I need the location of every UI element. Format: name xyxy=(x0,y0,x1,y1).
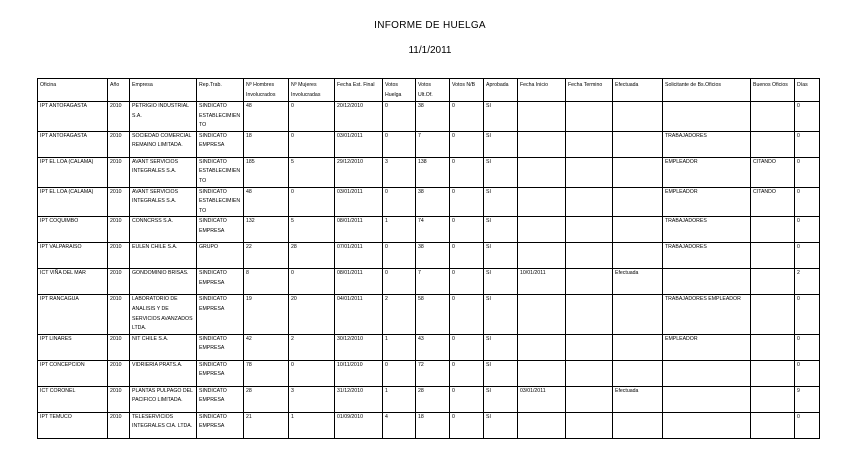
table-cell: 2010 xyxy=(108,131,130,157)
table-cell xyxy=(613,334,663,360)
table-cell: 7 xyxy=(416,269,450,295)
table-cell: 0 xyxy=(450,360,484,386)
table-cell xyxy=(566,217,613,243)
table-cell: CITANDO xyxy=(751,187,795,217)
table-row xyxy=(38,131,820,157)
table-cell: 0 xyxy=(383,360,416,386)
table-cell: 0 xyxy=(450,217,484,243)
table-cell xyxy=(751,334,795,360)
strike-report-table xyxy=(37,78,820,439)
table-cell: 5 xyxy=(289,217,335,243)
table-row xyxy=(38,102,820,132)
table-cell: SINDICATO ESTABLECIMIENTO xyxy=(197,157,244,187)
table-cell: 2010 xyxy=(108,269,130,295)
table-cell xyxy=(613,157,663,187)
table-cell: SINDICATO ESTABLECIMIENTO xyxy=(197,102,244,132)
table-cell xyxy=(751,243,795,269)
column-header: Votos N/B xyxy=(450,79,484,102)
table-cell: 0 xyxy=(795,243,820,269)
table-cell: 0 xyxy=(289,102,335,132)
table-cell: SI xyxy=(484,243,518,269)
table-cell xyxy=(566,269,613,295)
table-cell: 2010 xyxy=(108,187,130,217)
table-cell: IPT EL LOA (CALAMA) xyxy=(38,187,108,217)
column-header: Fecha Est. Final xyxy=(335,79,383,102)
table-cell: 20 xyxy=(289,295,335,334)
table-cell: 0 xyxy=(383,131,416,157)
table-cell: 78 xyxy=(244,360,289,386)
table-cell: 0 xyxy=(795,102,820,132)
table-cell: 2010 xyxy=(108,334,130,360)
table-cell xyxy=(663,269,751,295)
table-cell: 0 xyxy=(450,187,484,217)
table-cell: 0 xyxy=(795,157,820,187)
table-cell xyxy=(518,295,566,334)
table-cell xyxy=(663,412,751,438)
table-cell: CITANDO xyxy=(751,157,795,187)
table-cell: AVANT SERVICIOS INTEGRALES S.A. xyxy=(130,157,197,187)
table-cell: SOCIEDAD COMERCIAL REMAINO LIMITADA. xyxy=(130,131,197,157)
table-cell: 08/01/2011 xyxy=(335,269,383,295)
table-cell: 28 xyxy=(244,386,289,412)
table-cell xyxy=(566,243,613,269)
table-cell: LABORATORIO DE ANALISIS Y DE SERVICIOS AVANZADOS LTDA. xyxy=(130,295,197,334)
column-header: Nº Hombres Involucrados xyxy=(244,79,289,102)
table-cell: IPT EL LOA (CALAMA) xyxy=(38,157,108,187)
table-cell: 0 xyxy=(450,334,484,360)
table-cell: 18 xyxy=(416,412,450,438)
table-row xyxy=(38,157,820,187)
table-cell: 72 xyxy=(416,360,450,386)
column-header: Nº Mujeres Involucradas xyxy=(289,79,335,102)
table-cell: 31/12/2010 xyxy=(335,386,383,412)
column-header: Oficina xyxy=(38,79,108,102)
table-cell: 2 xyxy=(289,334,335,360)
report-title: INFORME DE HUELGA xyxy=(374,20,486,31)
table-cell: NIT CHILE S.A. xyxy=(130,334,197,360)
table-cell xyxy=(613,102,663,132)
table-cell: 0 xyxy=(795,131,820,157)
table-cell: TRABAJADORES xyxy=(663,131,751,157)
table-cell: 8 xyxy=(244,269,289,295)
table-cell xyxy=(663,102,751,132)
column-header: Fecha Termino xyxy=(566,79,613,102)
table-row xyxy=(38,217,820,243)
table-cell: 1 xyxy=(383,217,416,243)
table-cell: 29/12/2010 xyxy=(335,157,383,187)
table-cell: 0 xyxy=(450,157,484,187)
table-cell: 0 xyxy=(795,412,820,438)
table-cell: 0 xyxy=(795,295,820,334)
table-cell xyxy=(518,102,566,132)
table-cell: 0 xyxy=(450,269,484,295)
table-cell: GONDOMINIO BRISAS. xyxy=(130,269,197,295)
table-cell: 2 xyxy=(383,295,416,334)
table-cell xyxy=(566,157,613,187)
table-cell: TRABAJADORES xyxy=(663,243,751,269)
table-cell: SI xyxy=(484,269,518,295)
table-cell: 2010 xyxy=(108,157,130,187)
table-cell: SINDICATO EMPRESA xyxy=(197,217,244,243)
table-cell: IPT LINARES xyxy=(38,334,108,360)
table-cell: SI xyxy=(484,386,518,412)
table-cell: 0 xyxy=(450,295,484,334)
table-cell: 03/01/2011 xyxy=(335,187,383,217)
table-cell: SINDICATO EMPRESA xyxy=(197,269,244,295)
table-cell: 2010 xyxy=(108,412,130,438)
column-header: Días xyxy=(795,79,820,102)
table-cell: 2010 xyxy=(108,217,130,243)
table-cell xyxy=(518,412,566,438)
table-cell: SINDICATO EMPRESA xyxy=(197,386,244,412)
table-cell: 132 xyxy=(244,217,289,243)
table-cell: 0 xyxy=(795,187,820,217)
table-cell: 0 xyxy=(383,243,416,269)
table-cell: 0 xyxy=(289,187,335,217)
table-cell: SINDICATO EMPRESA xyxy=(197,295,244,334)
table-cell: 10/11/2010 xyxy=(335,360,383,386)
table-cell: 58 xyxy=(416,295,450,334)
table-cell: 2 xyxy=(795,269,820,295)
table-cell: EMPLEADOR xyxy=(663,334,751,360)
table-cell: GRUPO xyxy=(197,243,244,269)
table-cell: 185 xyxy=(244,157,289,187)
table-cell xyxy=(751,269,795,295)
table-cell: SI xyxy=(484,360,518,386)
table-cell: ICT VIÑA DEL MAR xyxy=(38,269,108,295)
table-cell: Efectuada xyxy=(613,269,663,295)
table-row xyxy=(38,187,820,217)
table-cell: SINDICATO EMPRESA xyxy=(197,334,244,360)
column-header: Solicitante de Bs.Oficios xyxy=(663,79,751,102)
table-cell: 30/12/2010 xyxy=(335,334,383,360)
table-row xyxy=(38,360,820,386)
table-cell: IPT ANTOFAGASTA xyxy=(38,102,108,132)
table-cell xyxy=(566,187,613,217)
table-cell xyxy=(751,386,795,412)
table-row xyxy=(38,386,820,412)
table-cell: 0 xyxy=(450,412,484,438)
table-cell xyxy=(751,295,795,334)
table-cell xyxy=(663,360,751,386)
table-cell: 2010 xyxy=(108,386,130,412)
table-cell: 0 xyxy=(450,386,484,412)
table-cell: 03/01/2011 xyxy=(518,386,566,412)
table-cell: TELESERVICIOS INTEGRALES CIA. LTDA. xyxy=(130,412,197,438)
table-cell: 0 xyxy=(795,217,820,243)
table-cell: TRABAJADORES EMPLEADOR xyxy=(663,295,751,334)
table-cell: IPT RANCAGUA xyxy=(38,295,108,334)
table-cell: 43 xyxy=(416,334,450,360)
column-header: Aprobada xyxy=(484,79,518,102)
table-cell xyxy=(566,360,613,386)
table-cell xyxy=(518,217,566,243)
table-cell: 28 xyxy=(416,386,450,412)
table-cell xyxy=(518,243,566,269)
table-cell: 0 xyxy=(289,360,335,386)
table-cell: SI xyxy=(484,412,518,438)
table-cell: 38 xyxy=(416,187,450,217)
table-row xyxy=(38,243,820,269)
table-cell xyxy=(751,102,795,132)
column-header: Año xyxy=(108,79,130,102)
table-cell: 03/01/2011 xyxy=(335,131,383,157)
column-header: Buenos Oficios xyxy=(751,79,795,102)
table-cell: IPT TEMUCO xyxy=(38,412,108,438)
table-cell xyxy=(518,157,566,187)
table-cell: EMPLEADOR xyxy=(663,157,751,187)
table-cell: AVANT SERVICIOS INTEGRALES S.A. xyxy=(130,187,197,217)
table-cell xyxy=(751,412,795,438)
table-cell: SI xyxy=(484,102,518,132)
table-cell: IPT ANTOFAGASTA xyxy=(38,131,108,157)
table-cell: 2010 xyxy=(108,243,130,269)
table-cell: 48 xyxy=(244,102,289,132)
table-cell: 1 xyxy=(383,386,416,412)
table-cell xyxy=(566,386,613,412)
table-cell: EULEN CHILE S.A. xyxy=(130,243,197,269)
table-cell xyxy=(663,386,751,412)
table-cell: 10/01/2011 xyxy=(518,269,566,295)
table-cell: EMPLEADOR xyxy=(663,187,751,217)
table-cell: 138 xyxy=(416,157,450,187)
table-cell xyxy=(751,131,795,157)
table-cell: 01/09/2010 xyxy=(335,412,383,438)
table-cell xyxy=(613,187,663,217)
table-cell: IPT CONCEPCION xyxy=(38,360,108,386)
table-cell xyxy=(518,360,566,386)
table-cell: 48 xyxy=(244,187,289,217)
table-cell: 0 xyxy=(383,187,416,217)
table-cell: 74 xyxy=(416,217,450,243)
column-header: Votos Huelga xyxy=(383,79,416,102)
table-cell: 7 xyxy=(416,131,450,157)
table-cell xyxy=(566,102,613,132)
table-cell xyxy=(566,131,613,157)
table-cell: 19 xyxy=(244,295,289,334)
table-cell xyxy=(613,217,663,243)
table-cell: 5 xyxy=(289,157,335,187)
table-cell xyxy=(518,334,566,360)
table-cell xyxy=(613,412,663,438)
table-cell: 20/12/2010 xyxy=(335,102,383,132)
table-cell: SINDICATO ESTABLECIMIENTO xyxy=(197,187,244,217)
table-cell: 0 xyxy=(383,102,416,132)
table-cell: 38 xyxy=(416,243,450,269)
table-cell: SI xyxy=(484,187,518,217)
table-cell: SINDICATO EMPRESA xyxy=(197,360,244,386)
table-cell: SINDICATO EMPRESA xyxy=(197,131,244,157)
table-row xyxy=(38,269,820,295)
table-cell: PLANTAS PULPAGO DEL PACIFICO LIMITADA. xyxy=(130,386,197,412)
column-header: Fecha Inicio xyxy=(518,79,566,102)
table-body xyxy=(38,102,820,439)
table-cell: 2010 xyxy=(108,295,130,334)
table-cell xyxy=(566,334,613,360)
table-cell: 0 xyxy=(795,360,820,386)
table-cell: 08/01/2011 xyxy=(335,217,383,243)
table-cell xyxy=(751,217,795,243)
table-row xyxy=(38,412,820,438)
report-date: 11/1/2011 xyxy=(408,45,452,56)
table-row xyxy=(38,334,820,360)
table-cell: 42 xyxy=(244,334,289,360)
table-cell: 3 xyxy=(289,386,335,412)
table-cell: TRABAJADORES xyxy=(663,217,751,243)
table-cell: PETRIGIO INDUSTRIAL S.A. xyxy=(130,102,197,132)
table-cell: 0 xyxy=(289,269,335,295)
table-cell: 2010 xyxy=(108,102,130,132)
table-cell: 0 xyxy=(289,131,335,157)
table-cell: 0 xyxy=(450,131,484,157)
table-cell: 4 xyxy=(383,412,416,438)
table-cell: 0 xyxy=(795,334,820,360)
table-cell: 04/01/2011 xyxy=(335,295,383,334)
table-cell: 3 xyxy=(383,157,416,187)
table-cell: 28 xyxy=(289,243,335,269)
table-cell xyxy=(518,131,566,157)
table-cell: 07/01/2011 xyxy=(335,243,383,269)
column-header: Rep.Trab. xyxy=(197,79,244,102)
table-cell xyxy=(613,243,663,269)
table-cell xyxy=(518,187,566,217)
table-cell: 2010 xyxy=(108,360,130,386)
table-cell: 1 xyxy=(383,334,416,360)
column-header: Votos Ult.Of. xyxy=(416,79,450,102)
table-cell: SI xyxy=(484,131,518,157)
table-cell xyxy=(751,360,795,386)
table-cell: SI xyxy=(484,334,518,360)
table-cell xyxy=(613,131,663,157)
table-cell: SI xyxy=(484,157,518,187)
table-cell xyxy=(566,412,613,438)
table-cell: CONNCRSS S.A. xyxy=(130,217,197,243)
table-cell: IPT COQUIMBO xyxy=(38,217,108,243)
table-cell: SI xyxy=(484,217,518,243)
table-cell: 22 xyxy=(244,243,289,269)
table-cell: VIDRIERIA PRATS.A. xyxy=(130,360,197,386)
column-header: Efectuada xyxy=(613,79,663,102)
table-cell: Efectuada xyxy=(613,386,663,412)
table-row xyxy=(38,295,820,334)
table-cell: SINDICATO EMPRESA xyxy=(197,412,244,438)
table-cell: 21 xyxy=(244,412,289,438)
column-header: Empresa xyxy=(130,79,197,102)
table-cell: 38 xyxy=(416,102,450,132)
table-cell: 0 xyxy=(450,102,484,132)
table-cell xyxy=(613,360,663,386)
table-cell xyxy=(566,295,613,334)
table-header-row xyxy=(38,79,820,102)
table-cell: 1 xyxy=(289,412,335,438)
table-cell: ICT CORONEL xyxy=(38,386,108,412)
table-cell: 9 xyxy=(795,386,820,412)
table-cell xyxy=(613,295,663,334)
table-cell: 0 xyxy=(450,243,484,269)
table-cell: 18 xyxy=(244,131,289,157)
table-cell: 0 xyxy=(383,269,416,295)
table-cell: SI xyxy=(484,295,518,334)
table-cell: IPT VALPARAISO xyxy=(38,243,108,269)
